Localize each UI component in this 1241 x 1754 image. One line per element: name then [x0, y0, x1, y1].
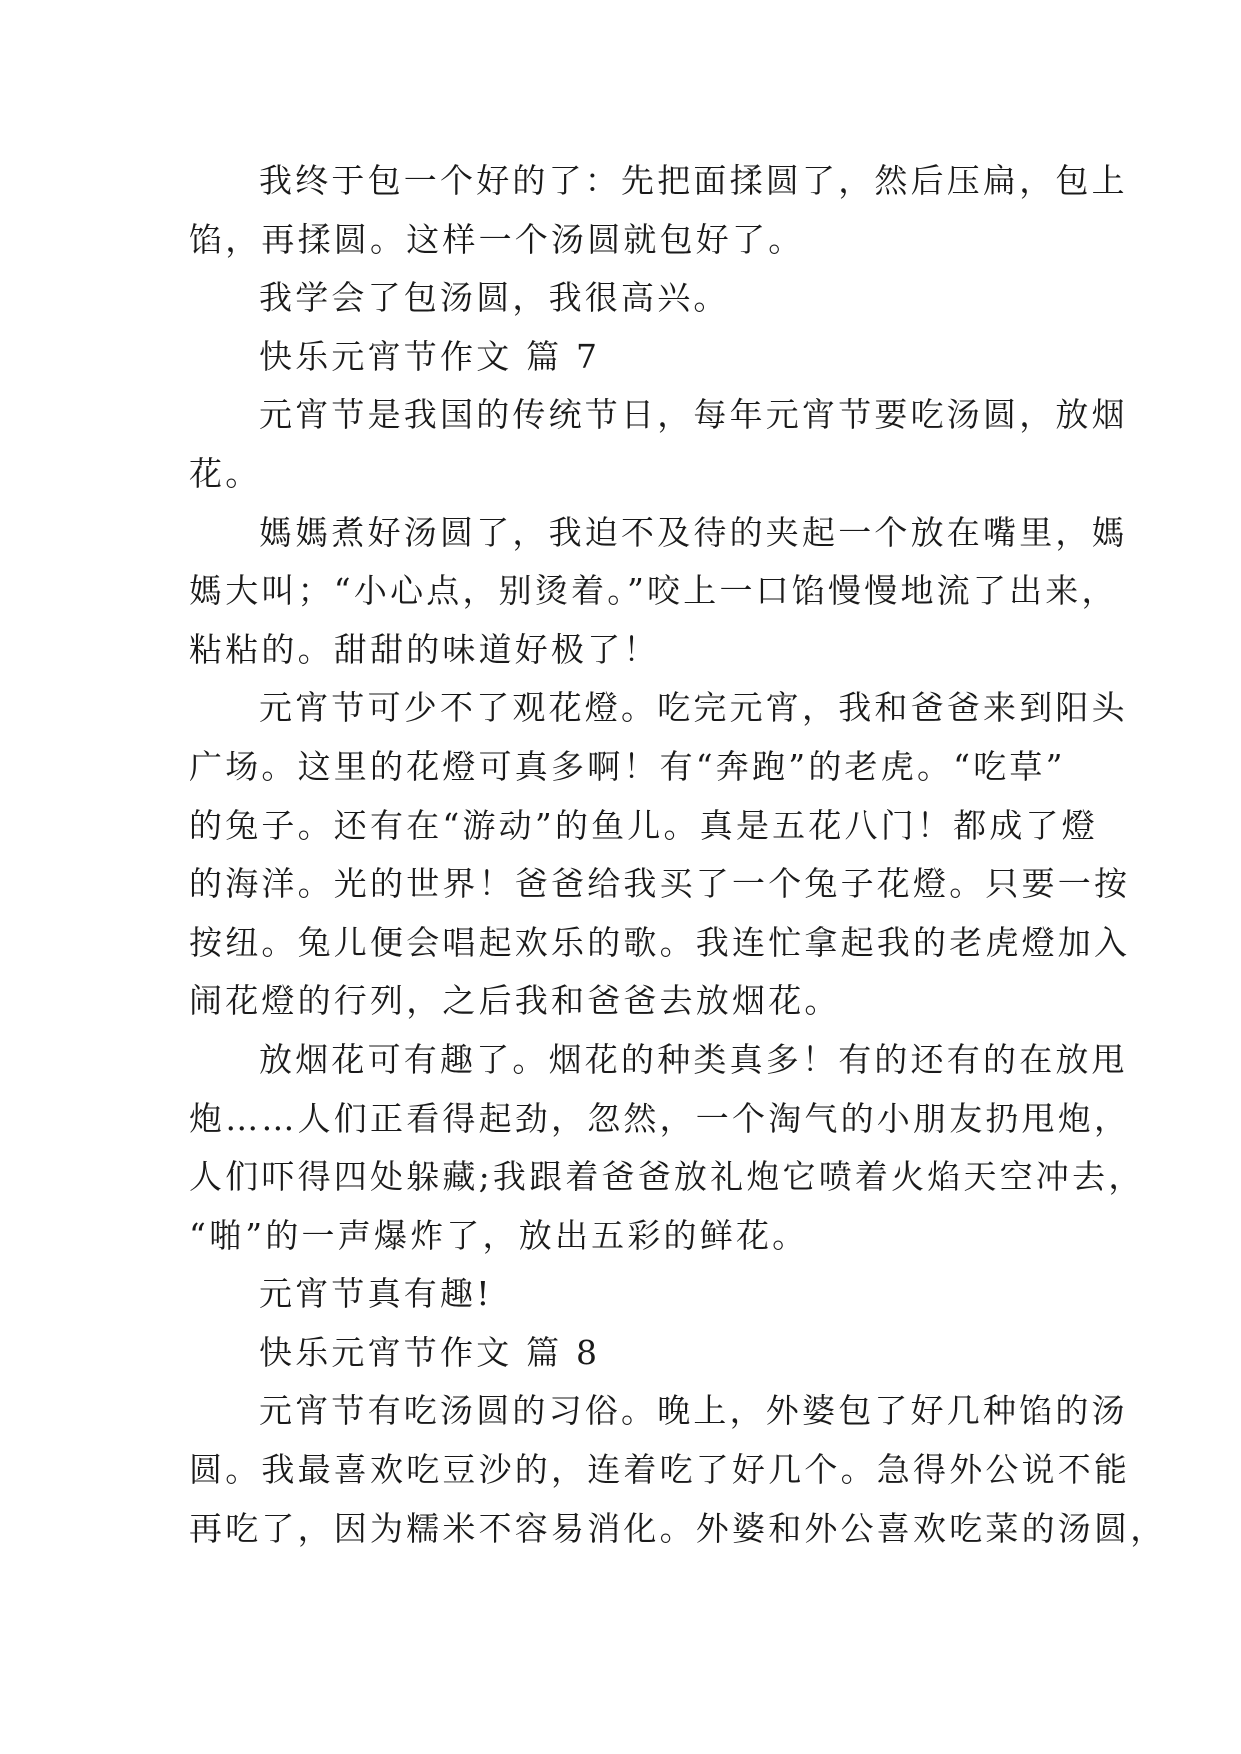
paragraph-line: 馅，再揉圆。这样一个汤圆就包好了。 — [189, 219, 805, 259]
paragraph-line: 元宵节可少不了观花燈。吃完元宵，我和爸爸来到阳头 — [259, 688, 1128, 728]
paragraph-line: 圆。我最喜欢吃豆沙的，连着吃了好几个。急得外公说不能 — [189, 1450, 1131, 1490]
section-heading: 快乐元宵节作文 篇 7 — [259, 336, 601, 376]
paragraph-line: 再吃了，因为糯米不容易消化。外婆和外公喜欢吃菜的汤圆， — [189, 1508, 1167, 1548]
paragraph-line: 媽媽煮好汤圆了，我迫不及待的夹起一个放在嘴里，媽 — [259, 512, 1128, 552]
paragraph-line: 按纽。兔儿便会唱起欢乐的歌。我连忙拿起我的老虎燈加入 — [189, 922, 1131, 962]
paragraph-line: “啪”的一声爆炸了，放出五彩的鲜花。 — [189, 1215, 809, 1255]
paragraph-line: 广场。这里的花燈可真多啊！有“奔跑”的老虎。“吃草” — [189, 746, 1066, 786]
paragraph-line: 放烟花可有趣了。烟花的种类真多！有的还有的在放甩 — [259, 1039, 1128, 1079]
paragraph-line: 的兔子。还有在“游动”的鱼儿。真是五花八门！都成了燈 — [189, 805, 1098, 845]
paragraph-line: 的海洋。光的世界！爸爸给我买了一个兔子花燈。只要一按 — [189, 864, 1131, 904]
paragraph-line: 人们吓得四处躲藏;我跟着爸爸放礼炮它喷着火焰天空冲去， — [189, 1157, 1145, 1197]
paragraph-line: 元宵节有吃汤圆的习俗。晚上，外婆包了好几种馅的汤 — [259, 1391, 1128, 1431]
paragraph-line: 我学会了包汤圆，我很高兴。 — [259, 278, 730, 318]
paragraph-line: 粘粘的。甜甜的味道好极了！ — [189, 629, 660, 669]
paragraph-line: 元宵节是我国的传统节日，每年元宵节要吃汤圆，放烟 — [259, 395, 1128, 435]
paragraph-line: 媽大叫；“小心点，别烫着。”咬上一口馅慢慢地流了出来， — [189, 571, 1118, 611]
paragraph-line: 闹花燈的行列，之后我和爸爸去放烟花。 — [189, 981, 841, 1021]
paragraph-line: 我终于包一个好的了：先把面揉圆了，然后压扁，包上 — [259, 161, 1128, 200]
paragraph-line: 元宵节真有趣! — [259, 1274, 493, 1314]
paragraph-line: 花。 — [189, 453, 262, 493]
paragraph-line: 炮……人们正看得起劲，忽然，一个淘气的小朋友扔甩炮， — [189, 1098, 1131, 1138]
section-heading: 快乐元宵节作文 篇 8 — [259, 1332, 601, 1372]
document-page — [189, 152, 1167, 1558]
